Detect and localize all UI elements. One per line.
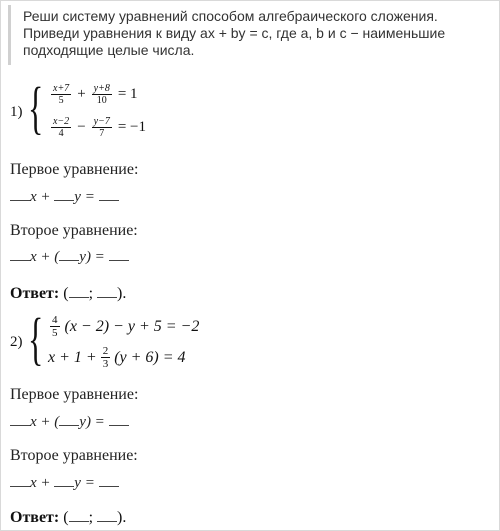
part2-answer-close: ).	[117, 509, 127, 526]
eq2-operator: −	[77, 119, 86, 135]
part1-answer-label: Ответ:	[10, 285, 60, 302]
eq1-denominator-2: 10	[96, 95, 107, 106]
part1-answer-y-blank[interactable]	[97, 283, 117, 298]
task-statement-box	[8, 5, 497, 65]
part2-first-x: x + (	[30, 414, 60, 430]
system-2-equation-1	[48, 314, 199, 339]
s2-eq1-frac-num: 4	[52, 314, 58, 326]
eq1-operator: +	[77, 86, 86, 102]
system-1-equation-1	[49, 83, 142, 106]
part2-first-a-blank[interactable]	[10, 411, 30, 426]
task-line-1: Реши систему уравнений способом алгебраического сложения.	[23, 8, 438, 24]
task-line-2: Приведи уравнения к виду ax + by = c, где a, b и c − наименьшие	[23, 25, 446, 41]
s2-eq2-frac-num: 2	[102, 345, 109, 357]
eq1-denominator-1: 5	[58, 95, 64, 106]
part1-answer-close: ).	[117, 285, 127, 302]
s2-eq1-expr: (x − 2) − y + 5 = −2	[64, 317, 200, 335]
part1-second-x: x + (	[30, 249, 60, 265]
part1-first-x: x +	[30, 189, 51, 205]
part2-first-form	[10, 411, 129, 431]
part2-second-y: y =	[74, 475, 95, 491]
system-2-label: 2)	[10, 334, 23, 350]
s2-eq1-frac-den: 5	[52, 327, 58, 339]
eq2-rhs: = −1	[117, 119, 147, 135]
part1-second-form	[10, 246, 129, 266]
part1-first-c-blank[interactable]	[99, 186, 119, 201]
s2-eq2-expr: (y + 6) = 4	[114, 348, 186, 366]
part2-second-c-blank[interactable]	[99, 472, 119, 487]
part2-second-b-blank[interactable]	[54, 472, 74, 487]
part1-answer-open: (	[63, 285, 69, 302]
part2-answer-x-blank[interactable]	[69, 507, 89, 522]
part2-second-a-blank[interactable]	[10, 472, 30, 487]
part2-first-b-blank[interactable]	[59, 411, 79, 426]
system-1-brace: {	[28, 75, 44, 140]
eq2-numerator-1: x−2	[53, 116, 70, 127]
part1-first-form	[10, 186, 119, 206]
part1-answer	[10, 283, 126, 303]
s2-eq2-frac-den: 3	[102, 358, 109, 370]
part1-first-a-blank[interactable]	[10, 186, 30, 201]
part2-second-form	[10, 472, 119, 492]
eq1-numerator-1: x+7	[53, 83, 70, 94]
eq1-numerator-2: y+8	[93, 83, 110, 94]
eq1-rhs: = 1	[117, 86, 138, 102]
task-line-3: подходящие целые числа.	[23, 42, 195, 58]
part1-second-c-blank[interactable]	[109, 246, 129, 261]
part2-first-y: y) =	[79, 414, 105, 430]
eq2-denominator-1: 4	[58, 128, 64, 139]
part1-second-a-blank[interactable]	[10, 246, 30, 261]
system-1-equation-2	[49, 116, 150, 139]
eq2-denominator-2: 7	[99, 128, 105, 139]
system-2-brace: {	[28, 306, 44, 371]
part1-answer-x-blank[interactable]	[69, 283, 89, 298]
s2-eq2-pre: x + 1 +	[48, 348, 97, 366]
part2-answer-label: Ответ:	[10, 509, 60, 526]
part1-first-y: y =	[74, 189, 95, 205]
part2-first-c-blank[interactable]	[109, 411, 129, 426]
eq2-numerator-2: y−7	[93, 116, 110, 127]
task-statement	[23, 8, 493, 59]
part1-second-b-blank[interactable]	[59, 246, 79, 261]
part2-second-x: x +	[30, 475, 51, 491]
system-2-equation-2	[48, 345, 186, 370]
part1-answer-sep: ;	[88, 285, 94, 302]
part2-answer	[10, 507, 126, 527]
part1-second-y: y) =	[79, 249, 105, 265]
part1-first-heading: Первое уравнение:	[10, 161, 139, 178]
part1-first-b-blank[interactable]	[54, 186, 74, 201]
part2-second-heading: Второе уравнение:	[10, 447, 138, 464]
part2-answer-sep: ;	[88, 509, 94, 526]
part2-answer-open: (	[63, 509, 69, 526]
part2-first-heading: Первое уравнение:	[10, 386, 139, 403]
part1-second-heading: Второе уравнение:	[10, 222, 138, 239]
system-1-label: 1)	[10, 104, 23, 120]
part2-answer-y-blank[interactable]	[97, 507, 117, 522]
